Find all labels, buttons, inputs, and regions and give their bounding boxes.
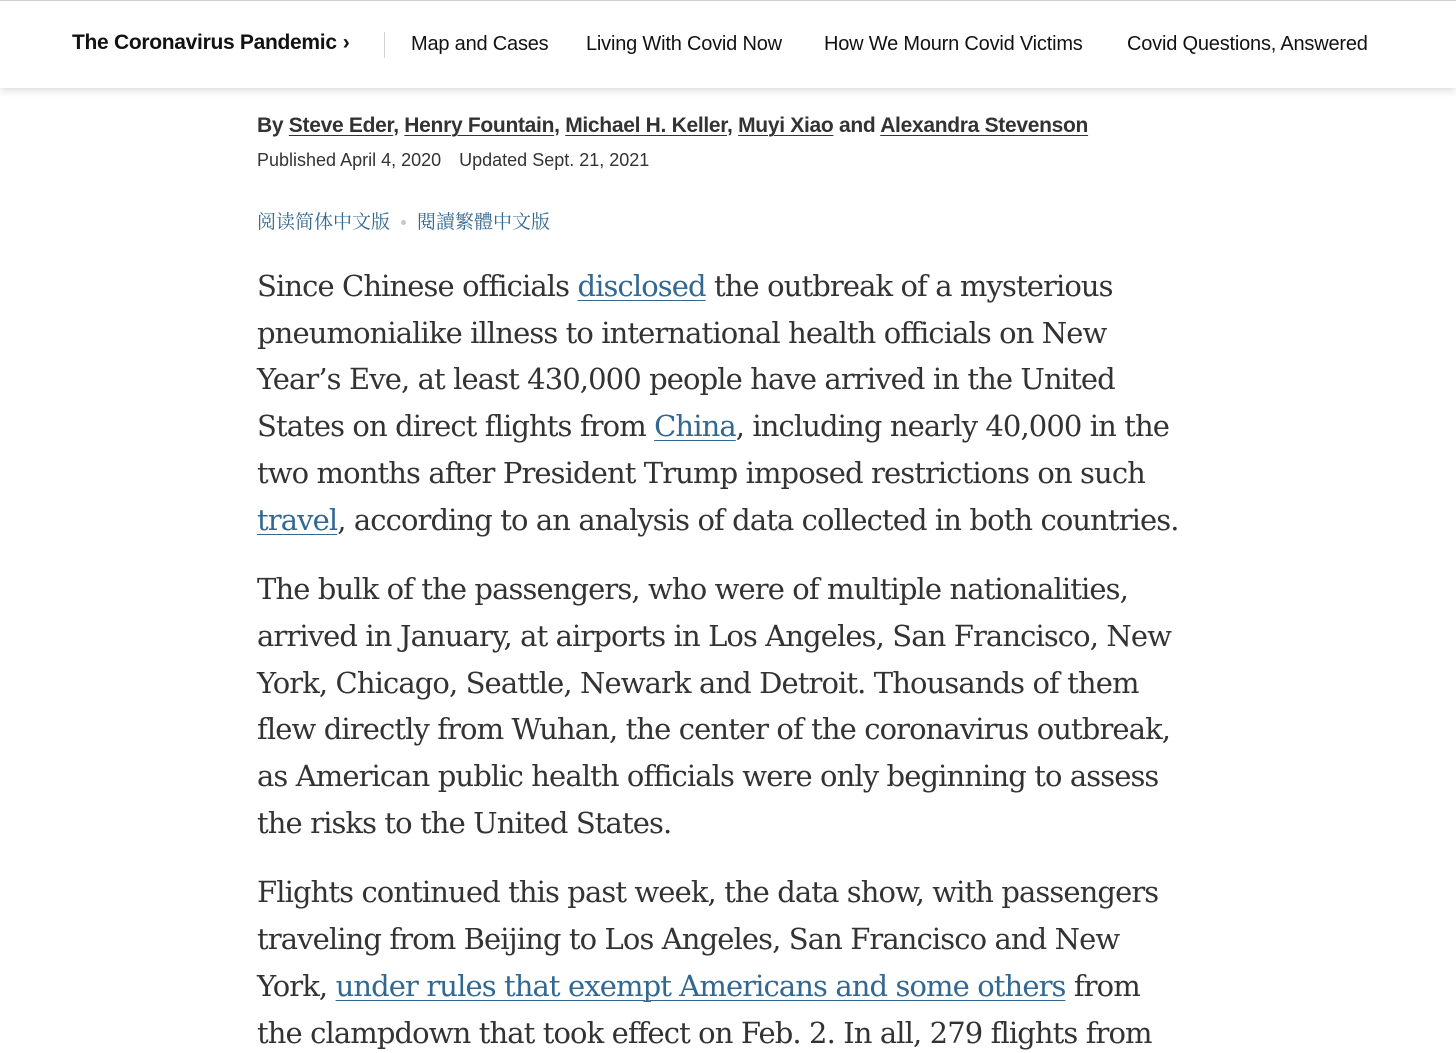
traditional-chinese-link[interactable]: 閱讀繁體中文版 <box>417 211 551 233</box>
article-dates <box>257 150 649 171</box>
chevron-right-icon: › <box>342 31 350 54</box>
text-line <box>257 497 1187 544</box>
simplified-chinese-link[interactable]: 阅读简体中文版 <box>257 211 391 233</box>
byline-separator: , <box>727 114 733 137</box>
link-china[interactable]: China <box>654 409 736 444</box>
paragraph-3 <box>257 869 1187 1053</box>
nav-divider <box>384 32 385 58</box>
text-line: the clampdown that took effect on Feb. 2. In all, 279 flights from <box>257 1015 1152 1050</box>
published-date: Published April 4, 2020 <box>257 150 442 170</box>
top-navigation-bar <box>0 0 1456 88</box>
text-line: traveling from Beijing to Los Angeles, San Francisco and New <box>257 922 1120 957</box>
text-segment: States on direct flights from <box>257 409 655 444</box>
article-body <box>257 263 1187 1053</box>
text-line: pneumonialike illness to international health officials on New <box>257 315 1107 350</box>
link-disclosed[interactable]: disclosed <box>577 269 706 303</box>
separator-dot-icon <box>401 220 406 225</box>
text-line: the risks to the United States. <box>257 805 672 840</box>
text-line: two months after President Trump imposed restrictions on such <box>257 455 1145 490</box>
section-link-coronavirus-pandemic[interactable] <box>72 31 349 55</box>
text-line: York, Chicago, Seattle, Newark and Detroit. Thousands of them <box>257 665 1139 700</box>
nav-item-how-we-mourn-covid-victims[interactable]: How We Mourn Covid Victims <box>824 33 1083 55</box>
author-link-henry-fountain[interactable]: Henry Fountain <box>404 114 555 137</box>
text-segment: the outbreak of a mysterious <box>705 269 1113 303</box>
text-segment: , including nearly 40,000 in the <box>735 409 1170 444</box>
author-link-steve-eder[interactable]: Steve Eder <box>288 114 394 137</box>
byline-separator: , <box>393 114 399 137</box>
byline-and: and <box>838 114 876 137</box>
byline-prefix: By <box>257 114 284 137</box>
section-link-label: The Coronavirus Pandemic <box>72 31 337 54</box>
byline <box>257 114 1088 138</box>
author-link-alexandra-stevenson[interactable]: Alexandra Stevenson <box>880 114 1089 137</box>
author-link-muyi-xiao[interactable]: Muyi Xiao <box>738 114 834 137</box>
paragraph-2 <box>257 566 1187 846</box>
text-line: Flights continued this past week, the data show, with passengers <box>257 875 1159 910</box>
text-segment: York, <box>257 968 336 1003</box>
text-line <box>257 963 1187 1010</box>
text-line: flew directly from Wuhan, the center of the coronavirus outbreak, <box>257 712 1171 747</box>
text-line: Year’s Eve, at least 430,000 people have arrived in the United <box>257 362 1115 397</box>
link-travel[interactable]: travel <box>257 502 338 537</box>
paragraph-1 <box>257 263 1187 543</box>
translation-links <box>257 207 550 234</box>
link-under-rules-exempt-americans[interactable]: under rules that exempt Americans and some others <box>335 968 1066 1003</box>
updated-date: Updated Sept. 21, 2021 <box>459 150 650 170</box>
nav-item-covid-questions-answered[interactable]: Covid Questions, Answered <box>1127 33 1368 55</box>
byline-separator: , <box>554 114 560 137</box>
author-link-michael-h-keller[interactable]: Michael H. Keller <box>565 114 728 137</box>
text-line: arrived in January, at airports in Los Angeles, San Francisco, New <box>257 618 1171 653</box>
text-segment: Since Chinese officials <box>257 269 578 303</box>
text-line <box>257 403 1187 450</box>
text-segment: from <box>1065 968 1140 1003</box>
nav-item-living-with-covid-now[interactable]: Living With Covid Now <box>586 33 782 55</box>
text-line: as American public health officials were only beginning to assess <box>257 759 1159 794</box>
text-line: The bulk of the passengers, who were of multiple nationalities, <box>257 572 1128 607</box>
text-line <box>257 263 1187 310</box>
nav-item-map-and-cases[interactable]: Map and Cases <box>411 33 549 55</box>
text-segment: , according to an analysis of data collected in both countries. <box>337 502 1179 537</box>
